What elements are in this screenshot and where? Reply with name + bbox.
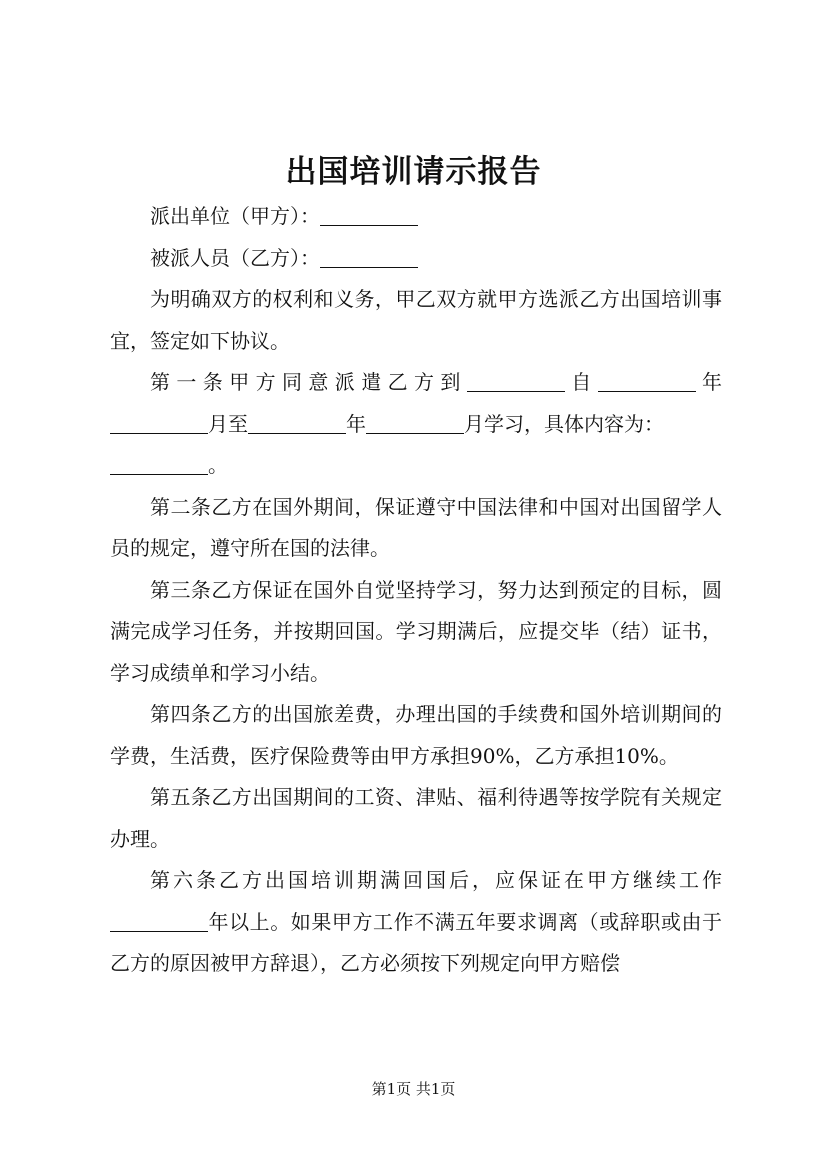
dispatched-person-blank	[320, 246, 418, 268]
article-3-paragraph: 第三条乙方保证在国外自觉坚持学习，努力达到预定的目标，圆满完成学习任务，并按期回国。学习期满后，应提交毕（结）证书，学习成绩单和学习小结。	[110, 577, 722, 685]
article-1-text-5: 年	[346, 411, 366, 436]
intro-paragraph: 为明确双方的权利和义务，甲乙双方就甲方选派乙方出国培训事宜，签定如下协议。	[110, 287, 722, 353]
start-year-blank	[598, 370, 696, 392]
end-year-blank	[248, 412, 346, 434]
document-body	[110, 196, 722, 985]
sender-unit-label: 派出单位（甲方）：	[150, 204, 320, 228]
content-blank	[110, 453, 208, 475]
article-1-text-3: 年	[695, 370, 723, 394]
destination-blank	[467, 370, 565, 392]
dispatched-person-line	[110, 238, 722, 280]
article-1-paragraph	[110, 362, 722, 487]
sender-unit-blank	[320, 204, 418, 226]
service-years-blank	[110, 910, 208, 932]
dispatched-person-label: 被派人员（乙方）：	[150, 245, 320, 270]
article-1-text-4: 月至	[208, 411, 248, 436]
end-month-blank	[366, 412, 464, 434]
article-1-text-1: 第一条甲方同意派遣乙方到	[150, 370, 467, 394]
article-6-text-2: 年以上。如果甲方工作不满五年要求调离（或辞职或由于乙方的原因被甲方辞退），乙方必须按下列规定向甲方赔偿	[110, 909, 722, 975]
article-1-text-6: 月学习，具体内容为：	[464, 411, 664, 436]
document-title: 出国培训请示报告	[285, 154, 542, 190]
article-5-paragraph: 第五条乙方出国期间的工资、津贴、福利待遇等按学院有关规定办理。	[110, 785, 722, 851]
article-1-text-2: 自	[564, 370, 598, 394]
page-footer: 第1页 共1页	[371, 1080, 456, 1098]
article-2-paragraph: 第二条乙方在国外期间，保证遵守中国法律和中国对出国留学人员的规定，遵守所在国的法律。	[110, 494, 722, 560]
start-month-blank	[110, 412, 208, 434]
sender-unit-line	[110, 196, 722, 238]
article-1-end: 。	[208, 453, 228, 477]
article-6-text-1: 第六条乙方出国培训期满回国后，应保证在甲方继续工作	[150, 868, 722, 892]
article-4-paragraph: 第四条乙方的出国旅差费，办理出国的手续费和国外培训期间的学费，生活费，医疗保险费等由甲方承担90%，乙方承担10%。	[110, 702, 722, 768]
article-6-paragraph	[110, 860, 722, 985]
